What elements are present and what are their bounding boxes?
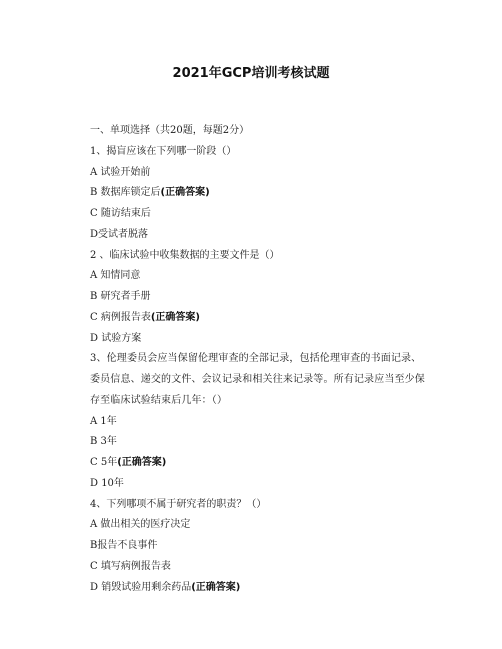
option-text: D 销毁试验用剩余药品	[90, 581, 192, 593]
section-header: 一、单项选择（共20题，每题2分）	[90, 125, 250, 136]
page-title: 2021年GCP培训考核试题	[172, 66, 330, 81]
option-text: B 数据库锁定后	[90, 187, 161, 199]
correct-answer-marker: (正确答案)	[191, 581, 241, 593]
question-4-option-b: B报告不良事件	[90, 540, 158, 551]
option-text: C 5年	[90, 457, 118, 468]
question-1-option-c: C 随访结束后	[90, 208, 151, 219]
question-4-option-c: C 填写病例报告表	[90, 560, 171, 572]
exam-content	[90, 121, 430, 598]
question-3-option-a: A 1年	[90, 415, 117, 427]
question-1-stem: 1、揭盲应该在下列哪一阶段（）	[90, 145, 237, 157]
question-4-option-d	[90, 578, 430, 599]
question-1-option-a: A 试验开始前	[90, 166, 151, 178]
question-3-option-d: D 10年	[90, 477, 124, 489]
correct-answer-marker: (正确答案)	[150, 311, 200, 323]
question-2-option-b: B 研究者手册	[90, 291, 151, 302]
question-1-option-b	[90, 183, 430, 204]
correct-answer-marker: (正确答案)	[160, 187, 210, 199]
option-text: C 病例报告表	[90, 311, 151, 323]
question-3-stem: 3、伦理委员会应当保留伦理审查的全部记录，包括伦理审查的书面记录、委员信息、递交的文件、会议记录和相关往来记录等。所有记录应当至少保存至临床试验结束后几年：（）	[90, 353, 425, 406]
question-1-option-d: D受试者脱落	[90, 228, 149, 240]
question-4-stem: 4、下列哪项不属于研究者的职责？（）	[90, 498, 267, 510]
question-2-option-a: A 知情同意	[90, 270, 141, 282]
question-3-option-b: B 3年	[90, 436, 117, 448]
question-3-option-c	[90, 453, 430, 474]
question-4-option-a: A 做出相关的医疗决定	[90, 519, 191, 531]
question-2-option-c	[90, 308, 430, 329]
question-2-stem: 2 、临床试验中收集数据的主要文件是（）	[90, 249, 280, 261]
question-2-option-d: D 试验方案	[90, 332, 142, 344]
correct-answer-marker: (正确答案)	[117, 457, 167, 468]
